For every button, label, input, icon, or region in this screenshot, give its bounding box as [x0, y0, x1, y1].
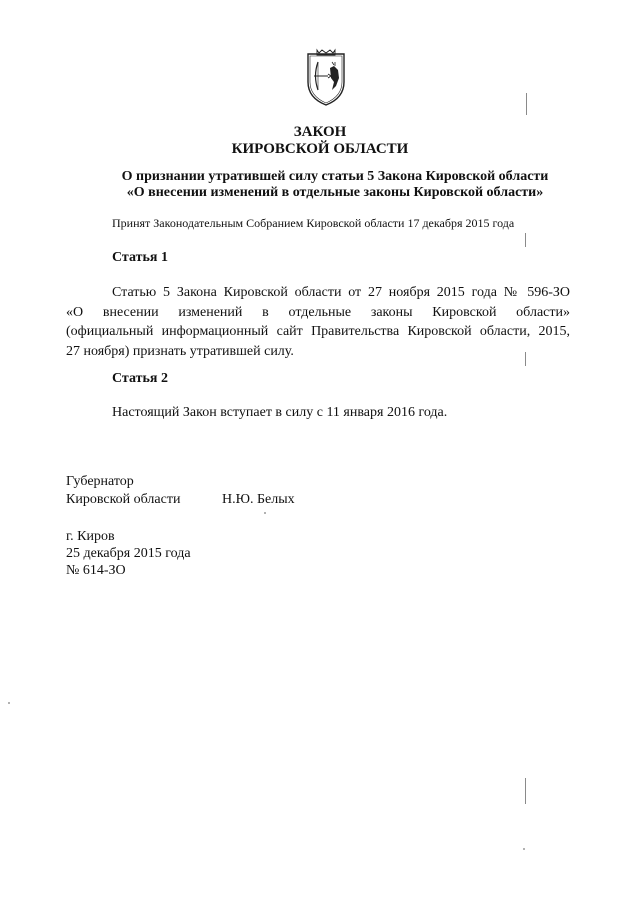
- article-2-text: Настоящий Закон вступает в силу с 11 января 2016 года.: [112, 405, 448, 420]
- scan-artifact-mark: [525, 233, 526, 247]
- adoption-note: Принят Законодательным Собранием Кировской области 17 декабря 2015 года: [112, 216, 515, 230]
- document-region: КИРОВСКОЙ ОБЛАСТИ: [231, 141, 409, 157]
- signatory-name: Н.Ю. Белых: [222, 492, 295, 507]
- scan-artifact-mark: [525, 778, 526, 804]
- article-1-line: (официальный информационный сайт Правительства Кировской области, 2015,: [66, 324, 570, 339]
- document-type: ЗАКОН: [293, 124, 347, 140]
- article-1-text: [66, 283, 570, 361]
- scan-artifact-dot: [264, 512, 266, 514]
- article-2-heading: Статья 2: [112, 371, 168, 386]
- article-1-line: 27 ноября) признать утратившей силу.: [66, 343, 294, 359]
- signature-position-line-2: Кировской области: [66, 492, 181, 507]
- article-1-line: «О внесении изменений в отдельные законы Кировской области»: [66, 304, 570, 320]
- scan-artifact-dot: [523, 848, 525, 850]
- issue-date: 25 декабря 2015 года: [66, 546, 191, 561]
- issue-city: г. Киров: [66, 529, 115, 544]
- article-1-heading: Статья 1: [112, 250, 168, 265]
- scan-artifact-dot: [8, 702, 10, 704]
- kirov-coat-of-arms-icon: [304, 48, 348, 108]
- law-number: № 614-ЗО: [66, 563, 126, 578]
- article-1-line: Статью 5 Закона Кировской области от 27 ноября 2015 года № 596-ЗО: [112, 285, 570, 300]
- law-subject-line-1: О признании утратившей силу статьи 5 Закона Кировской области: [121, 169, 549, 184]
- scan-artifact-mark: [526, 93, 527, 115]
- signature-position-line-1: Губернатор: [66, 474, 134, 489]
- law-subject-line-2: «О внесении изменений в отдельные законы Кировской области»: [126, 185, 544, 200]
- scan-artifact-mark: [525, 352, 526, 366]
